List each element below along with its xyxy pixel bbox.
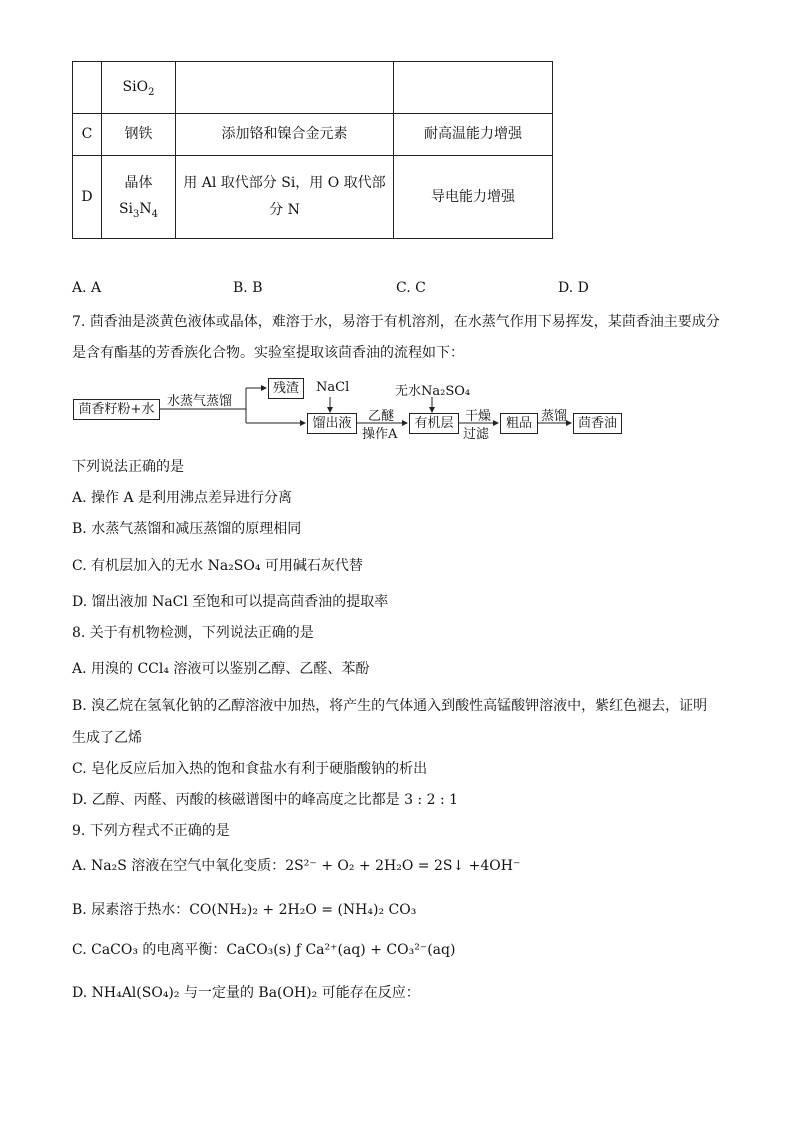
q7-option-c: C. 有机层加入的无水 Na₂SO₄ 可用碱石灰代替 <box>72 558 363 574</box>
q8-stem: 8. 关于有机物检测，下列说法正确的是 <box>72 625 314 641</box>
q8-option-a: A. 用溴的 CCl₄ 溶液可以鉴别乙醇、乙醛、苯酚 <box>72 661 370 677</box>
material-cell: 晶体 $Si_3N_4$ <box>102 156 176 239</box>
flow-distillate-box: 馏出液 <box>307 413 357 434</box>
flow-organic-box: 有机层 <box>409 413 459 434</box>
q9-option-c: C. CaCO₃ 的电离平衡：CaCO₃(s) ƒ Ca²⁺(aq) + CO₃²⁻(aq) <box>72 942 456 958</box>
q9-stem: 9. 下列方程式不正确的是 <box>72 823 230 839</box>
flow-crude-box: 粗品 <box>500 413 538 434</box>
q8-option-d: D. 乙醇、丙醛、丙酸的核磁谱图中的峰高度之比都是 3 : 2 : 1 <box>72 792 459 808</box>
method-cell: 用 Al 取代部分 Si，用 O 取代部 分 N <box>176 156 394 239</box>
effect-cell: 导电能力增强 <box>394 156 553 239</box>
q6-option-b: B. B <box>233 280 263 296</box>
flow-ether-label: 乙醚 <box>368 409 395 424</box>
q9-option-a: A. Na₂S 溶液在空气中氧化变质：2S²⁻ + O₂ + 2H₂O = 2S↓ +4OH⁻ <box>72 858 521 874</box>
row-letter: C <box>73 114 102 156</box>
row-letter: D <box>73 156 102 239</box>
q7-option-d: D. 馏出液加 NaCl 至饱和可以提高茴香油的提取率 <box>72 594 389 610</box>
effect-cell: 耐高温能力增强 <box>394 114 553 156</box>
q7-stem-line1: 7. 茴香油是淡黄色液体或晶体，难溶于水，易溶于有机溶剂，在水蒸气作用下易挥发，某茴香油主要成分 <box>72 314 720 330</box>
q7-stem-line2: 是含有酯基的芳香族化合物。实验室提取该茴香油的流程如下： <box>72 345 464 361</box>
flow-start-box: 茴香籽粉+水 <box>73 399 160 420</box>
q7-option-b: B. 水蒸气蒸馏和减压蒸馏的原理相同 <box>72 521 302 537</box>
q7-question: 下列说法正确的是 <box>72 459 184 475</box>
flow-filter-label: 过滤 <box>463 427 490 442</box>
q9-option-b: B. 尿素溶于热水：CO(NH₂)₂ + 2H₂O = (NH₄)₂ CO₃ <box>72 902 417 918</box>
flow-steam-label: 水蒸气蒸馏 <box>167 394 233 409</box>
flow-nacl-label: NaCl <box>316 380 350 395</box>
flow-product-box: 茴香油 <box>573 413 622 434</box>
q6-option-d: D. D <box>558 280 589 296</box>
flow-anhydrous-label: 无水Na₂SO₄ <box>395 384 471 399</box>
flow-residue-box: 残渣 <box>268 378 304 399</box>
q6-option-c: C. C <box>396 280 426 296</box>
q8-option-b: B. 溴乙烷在氢氧化钠的乙醇溶液中加热，将产生的气体通入到酸性高锰酸钾溶液中，紫红色褪去，证明 <box>72 698 708 714</box>
material-cell: 钢铁 <box>102 114 176 156</box>
q9-option-d: D. NH₄Al(SO₄)₂ 与一定量的 Ba(OH)₂ 可能存在反应： <box>72 985 420 1001</box>
flow-opA-label: 操作A <box>362 427 398 442</box>
q7-option-a: A. 操作 A 是利用沸点差异进行分离 <box>72 490 293 506</box>
flow-distill-label: 蒸馏 <box>541 409 568 424</box>
material-cell: SiO$_2$ <box>102 62 176 114</box>
q6-option-a: A. A <box>72 280 102 296</box>
flow-dry-label: 干燥 <box>465 409 492 424</box>
q8-option-c: C. 皂化反应后加入热的饱和食盐水有利于硬脂酸钠的析出 <box>72 761 428 777</box>
method-cell: 添加铬和镍合金元素 <box>176 114 394 156</box>
q8-option-b-cont: 生成了乙烯 <box>72 730 142 746</box>
